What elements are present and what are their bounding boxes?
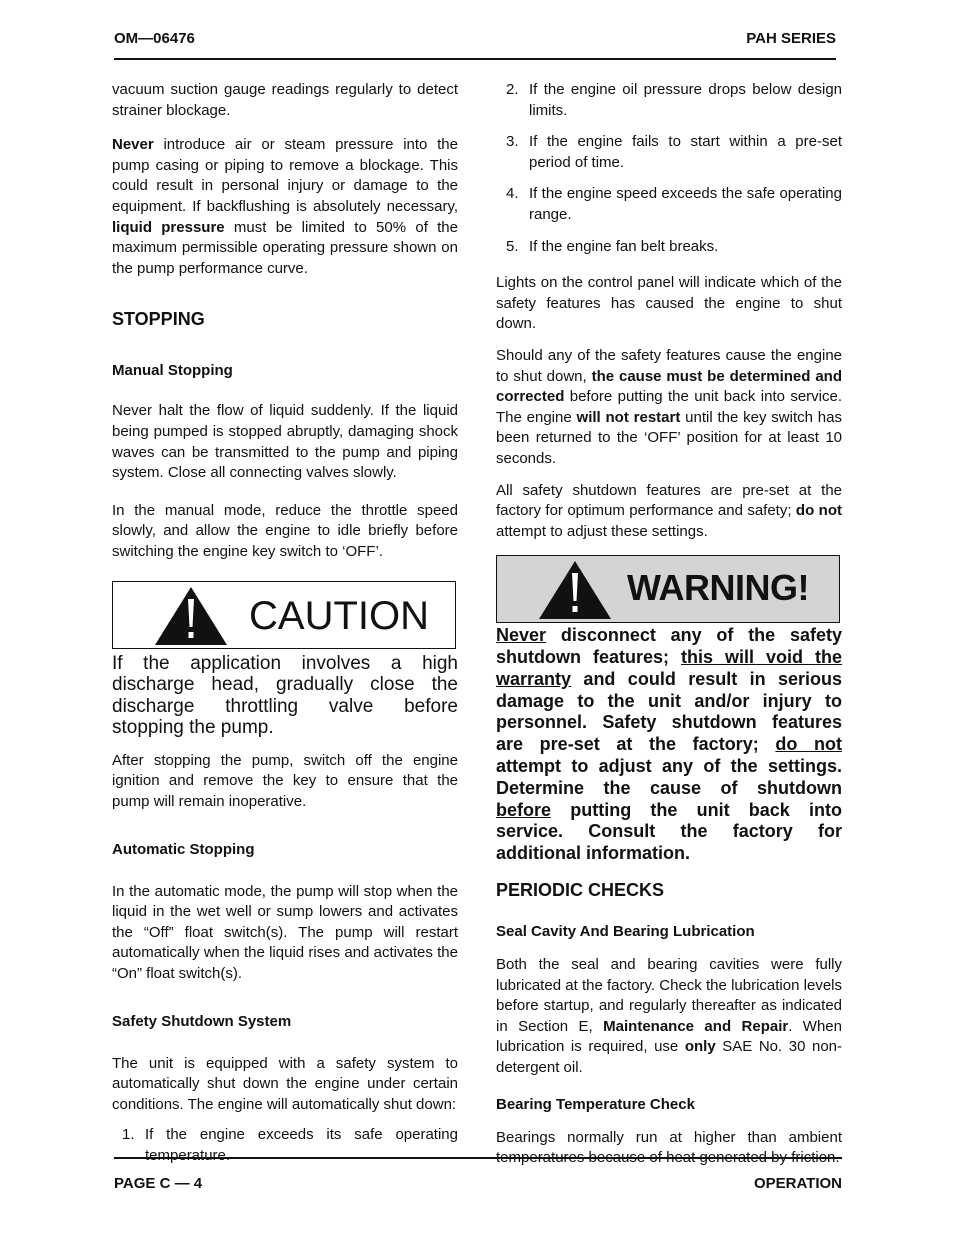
paragraph-never-air: Never introduce air or steam pressure into the pump casing or piping to remove a blockage. This could result in personal injury or damage to the equipment. If backflushing is absolutely necessary, liquid pressure must be limited to 50% of the maximum permissible operating pressure shown on the pump performance curve. [112,136,458,277]
shutdown-list-right [496,80,842,257]
caution-text: If the application involves a high discharge head, gradually close the discharge throttling valve before stopping the pump. [112,652,458,739]
list-item: 1. If the engine exceeds its safe operating temperature. [122,1126,458,1164]
warning-label: WARNING! [627,567,809,609]
series-name: PAH SERIES [746,30,836,47]
list-item: 4. If the engine speed exceeds the safe operating range. [506,185,842,223]
warning-triangle-icon [153,585,229,647]
paragraph-safety: The unit is equipped with a safety system to automatically shut down the engine under certain conditions. The engine will automatically shut down: [112,1054,458,1113]
paragraph-after-stop: After stopping the pump, switch off the engine ignition and remove the key to ensure that the pump will remain inoperative. [112,751,458,811]
left-column [112,80,458,1167]
paragraph-automatic: In the automatic mode, the pump will stop when the liquid in the wet well or sump lowers and activates the “Off” float switch(s). The pump will restart automatically when the liquid rises and activates the “On” float switch(s). [112,882,458,983]
heading-seal-cavity: Seal Cavity And Bearing Lubrication [496,923,755,941]
heading-stopping: STOPPING [112,309,205,330]
paragraph-lights: Lights on the control panel will indicate which of the safety features has caused the engine to shut down. [496,274,842,333]
paragraph-should: Should any of the safety features cause the engine to shut down, the cause must be determined and corrected before putting the unit back into service. The engine will not restart until the key switch has been returned to the ‘OFF’ position for at least 10 seconds. [496,346,842,467]
section-name: OPERATION [753,1175,842,1192]
list-item: 2. If the engine oil pressure drops below design limits. [506,81,842,119]
paragraph-strainer: vacuum suction gauge readings regularly to detect strainer blockage. [112,81,458,119]
heading-automatic-stopping: Automatic Stopping [112,840,255,858]
right-column [496,80,842,1169]
paragraph-manual-1: Never halt the flow of liquid suddenly. If the liquid being pumped is stopped abruptly, damaging shock waves can be transmitted to the pump and piping system. Close all connecting valves slowly. [112,402,458,482]
heading-periodic-checks: PERIODIC CHECKS [496,880,665,901]
caution-label: CAUTION [249,593,429,638]
page-header [114,28,836,60]
heading-manual-stopping: Manual Stopping [112,362,233,380]
paragraph-seal: Both the seal and bearing cavities were fully lubricated at the factory. Check the lubrication levels before startup, and regularly thereafter as indicated in Section E, Maintenance and Repair. When lubrication is required, use only SAE No. 30 non-detergent oil. [496,956,842,1077]
paragraph-bearing: Bearings normally run at higher than ambient temperatures because of heat generated by friction. [496,1128,842,1167]
page-footer [114,1157,842,1199]
warning-box [496,555,840,623]
paragraph-all-safety: All safety shutdown features are pre-set at the factory for optimum performance and safety; do not attempt to adjust these settings. [496,481,842,540]
caution-box [112,581,456,649]
heading-safety-shutdown: Safety Shutdown System [112,1012,292,1030]
page-number: PAGE C — 4 [114,1175,203,1192]
heading-bearing-temperature: Bearing Temperature Check [496,1095,695,1113]
warning-text: Never disconnect any of the safety shutdown features; this will void the warranty and could result in serious damage to the unit and/or injury to personnel. Safety shutdown features are pre-set at the factory; do not attempt to adjust any of the settings. Determine the cause of shutdown before putting the unit back into service. Consult the factory for additional information. [496,625,842,864]
list-item: 3. If the engine fails to start within a pre-set period of time. [506,133,842,171]
warning-triangle-icon [537,559,613,621]
list-item: 5. If the engine fan belt breaks. [506,237,719,255]
doc-number: OM—06476 [114,30,195,47]
paragraph-manual-2: In the manual mode, reduce the throttle speed slowly, and allow the engine to idle briefly before switching the engine key switch to ‘OFF’. [112,501,458,560]
